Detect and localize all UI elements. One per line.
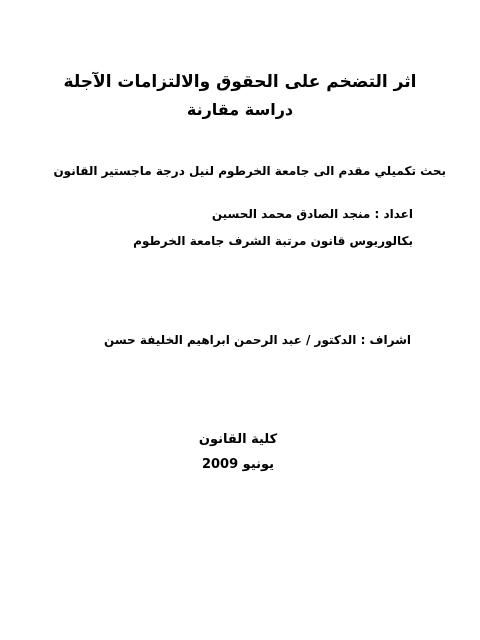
supervisor-line: اشراف : الدكتور / عبد الرحمن ابراهيم الخليفة حسن [104,333,411,347]
faculty-name: كلية القانون [198,432,278,447]
author-qualification: بكالوريوس قانون مرتبة الشرف جامعة الخرطوم [133,234,413,248]
thesis-subtitle: دراسة مقارنة [186,100,294,119]
submission-date: يونيو 2009 [201,457,275,472]
thesis-title: اثر التضخم على الحقوق والالتزامات الآجلة [63,72,417,92]
degree-statement: بحث تكميلي مقدم الى جامعة الخرطوم لنيل درجة ماجستير القانون [53,164,446,178]
author-line: اعداد : منجد الصادق محمد الحسين [211,207,413,221]
